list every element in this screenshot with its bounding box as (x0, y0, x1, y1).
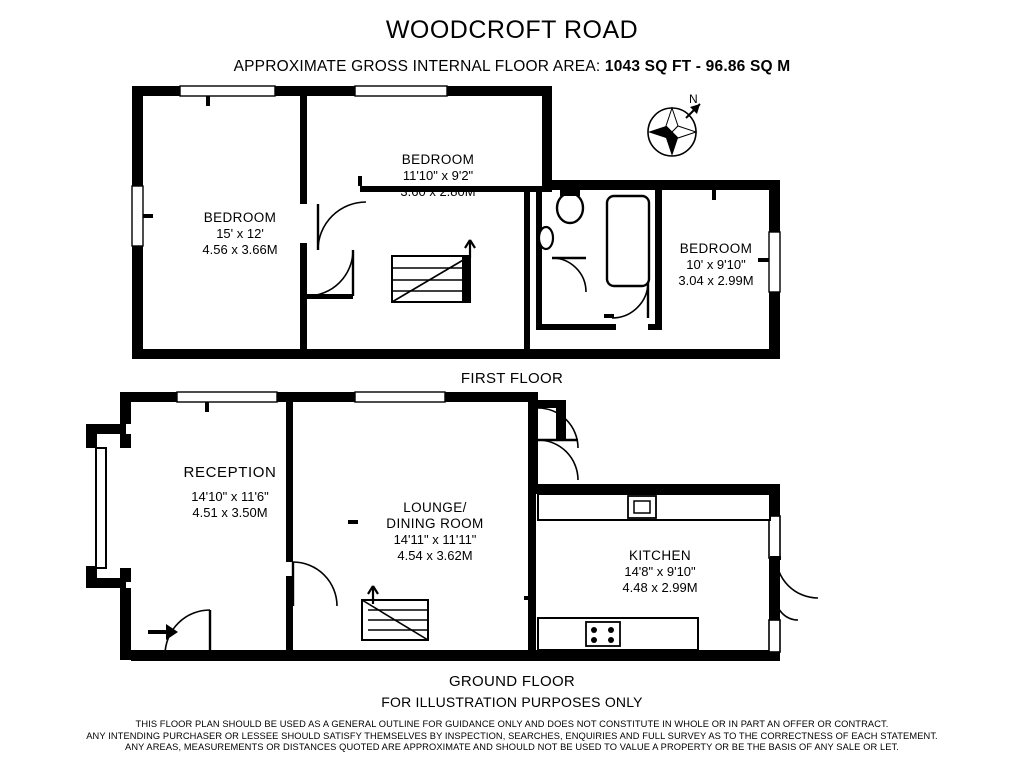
disclaimer-line-3: ANY AREAS, MEASUREMENTS OR DISTANCES QUOTED ARE APPROXIMATE AND SHOULD NOT BE USED TO VALUE A PROPERTY OR BE THE BASIS OF ANY SALE OR LET. (125, 742, 899, 752)
disclaimer-text (0, 719, 1024, 754)
room-label-kitchen (575, 548, 745, 596)
floor-area-value: 1043 SQ FT - 96.86 SQ M (604, 58, 791, 75)
kitchen-imperial: 14'8" x 9'10" (624, 564, 696, 579)
first-floor-label: FIRST FLOOR (460, 370, 564, 387)
illustration-note: FOR ILLUSTRATION PURPOSES ONLY (381, 694, 643, 710)
lounge-imperial: 14'11" x 11'11" (393, 532, 477, 547)
room-label-bedroom-3 (636, 241, 796, 289)
lounge-name-line-2: DINING ROOM (386, 516, 484, 531)
bedroom-1-imperial: 15' x 12' (216, 226, 264, 241)
kitchen-name: KITCHEN (628, 548, 692, 563)
bedroom-3-imperial: 10' x 9'10" (686, 257, 746, 272)
reception-metric: 4.51 x 3.50M (192, 505, 268, 520)
room-label-lounge-dining (350, 500, 520, 564)
lounge-name-line-1: LOUNGE/ (403, 500, 467, 515)
bedroom-1-name: BEDROOM (203, 210, 277, 225)
bedroom-2-name: BEDROOM (401, 152, 475, 167)
kitchen-metric: 4.48 x 2.99M (622, 580, 698, 595)
bedroom-2-imperial: 11'10" x 9'2" (402, 168, 474, 183)
floor-area-prefix: APPROXIMATE GROSS INTERNAL FLOOR AREA: (233, 58, 605, 75)
room-label-bedroom-1 (160, 210, 320, 258)
room-label-bedroom-2 (358, 152, 518, 200)
page-title: WOODCROFT ROAD (385, 16, 639, 44)
reception-imperial: 14'10" x 11'6" (191, 489, 269, 504)
lounge-metric: 4.54 x 3.62M (397, 548, 473, 563)
reception-name: RECEPTION (183, 464, 277, 481)
bedroom-1-metric: 4.56 x 3.66M (202, 242, 278, 257)
bedroom-2-metric: 3.60 x 2.80M (400, 184, 476, 199)
bedroom-3-metric: 3.04 x 2.99M (678, 273, 754, 288)
compass-rose (648, 104, 700, 156)
disclaimer-line-1: THIS FLOOR PLAN SHOULD BE USED AS A GENERAL OUTLINE FOR GUIDANCE ONLY AND DOES NOT CONSTITUTE IN WHOLE OR IN PART AN OFFER OR CONTRACT. (135, 719, 889, 729)
room-label-reception (130, 465, 330, 521)
bedroom-3-name: BEDROOM (679, 241, 753, 256)
disclaimer-line-2: ANY INTENDING PURCHASER OR LESSEE SHOULD SATISFY THEMSELVES BY INSPECTION, SEARCHES, ENQUIRIES AND FULL SURVEY AS TO THE CORRECTNESS OF EACH STATEMENT. (86, 730, 938, 741)
compass-north-label: N (689, 92, 698, 106)
ground-floor-label: GROUND FLOOR (448, 673, 576, 690)
